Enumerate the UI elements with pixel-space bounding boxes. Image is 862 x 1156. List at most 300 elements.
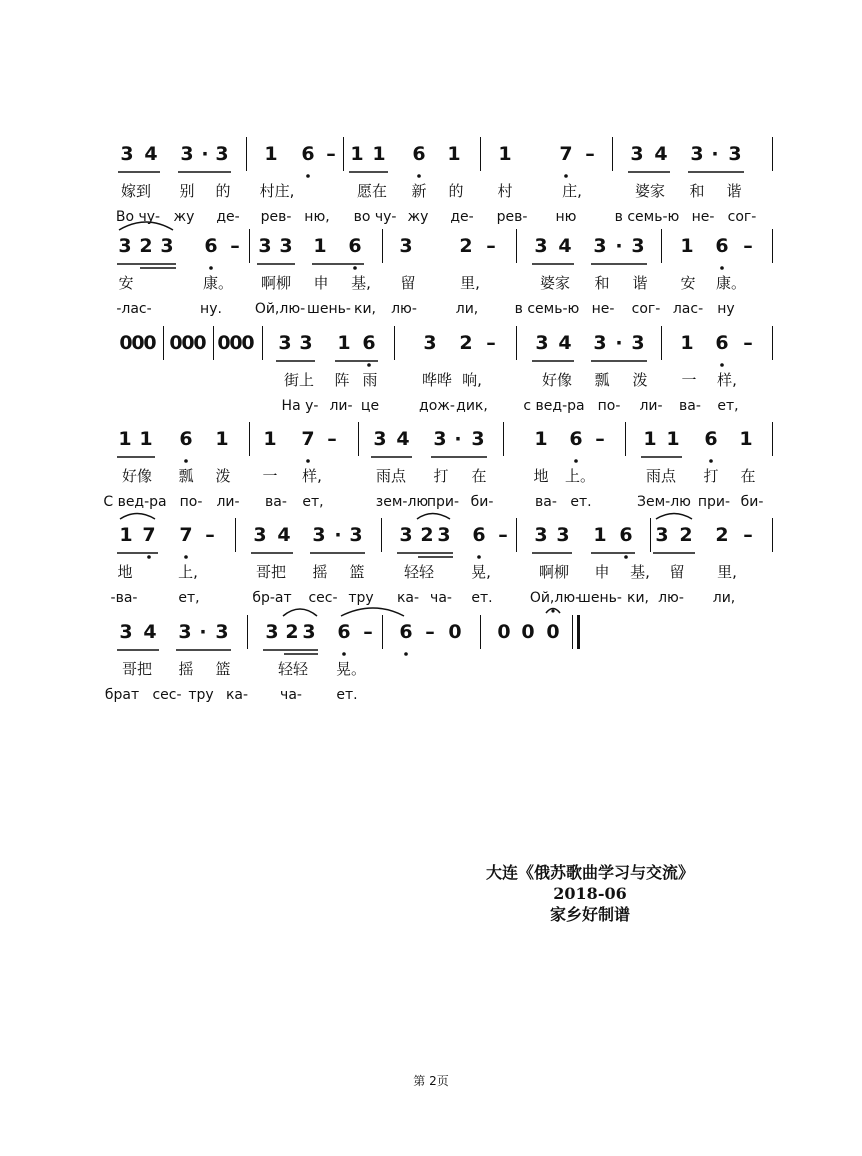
note: 2: [459, 332, 473, 354]
dash: –: [585, 143, 595, 165]
note: 4: [558, 332, 572, 354]
lyric: сог-: [631, 301, 661, 317]
lyric: 雨: [362, 371, 378, 389]
lyric: ну: [717, 301, 735, 317]
note: 3: [534, 235, 548, 257]
note: 6: [204, 235, 218, 257]
lyric: бр-ат: [252, 590, 292, 606]
lyric: де-: [216, 209, 240, 225]
barline: [772, 422, 773, 456]
dash: –: [363, 621, 373, 643]
low-octave-dot: [417, 174, 421, 178]
note: 1: [739, 428, 753, 450]
lyric: Ой,лю-: [254, 301, 306, 317]
notes-row: [0, 330, 862, 360]
note: 3: [302, 621, 316, 643]
lyric: лас-: [672, 301, 704, 317]
note: 4: [396, 428, 410, 450]
lyric: 地: [533, 467, 549, 485]
rest: 0: [181, 332, 195, 354]
lyric: при-: [697, 494, 731, 510]
note: 6: [399, 621, 413, 643]
note: 6: [569, 428, 583, 450]
lyric: сес-: [152, 687, 182, 703]
lyric: жу: [173, 209, 195, 225]
lyric: 留: [669, 563, 685, 581]
note: 1: [666, 428, 680, 450]
rest: 0: [143, 332, 157, 354]
dash: –: [327, 428, 337, 450]
notes-row: [0, 522, 862, 552]
note: 6: [337, 621, 351, 643]
lyric: 摇: [312, 563, 328, 581]
note: 3: [433, 428, 447, 450]
lyric: 地: [117, 563, 133, 581]
lyric: ню: [555, 209, 577, 225]
lyric: 哥把: [255, 563, 286, 581]
note: 4: [654, 143, 668, 165]
note: 3: [556, 524, 570, 546]
low-octave-dot: [342, 652, 346, 656]
lyric: 摇: [178, 660, 194, 678]
lyric: ка-: [396, 590, 420, 606]
lyric: ли-: [329, 398, 353, 414]
dash: –: [205, 524, 215, 546]
credit-date: 2018-06: [553, 884, 627, 903]
lyric: 哥把: [121, 660, 152, 678]
rest: 0: [217, 332, 231, 354]
note: 3: [630, 143, 644, 165]
note: 3: [690, 143, 704, 165]
note: 7: [142, 524, 156, 546]
lyric: 街上: [283, 371, 314, 389]
note: 4: [143, 621, 157, 643]
note: 3: [399, 235, 413, 257]
note: 3: [437, 524, 451, 546]
note: 3: [593, 332, 607, 354]
rest: 0: [169, 332, 183, 354]
note: 1: [372, 143, 386, 165]
note: 3: [253, 524, 267, 546]
note: 1: [680, 332, 694, 354]
low-octave-dot: [404, 652, 408, 656]
page-number: 第 2页: [413, 1074, 449, 1088]
barline: [213, 326, 214, 360]
note: 3: [119, 621, 133, 643]
note: 1: [534, 428, 548, 450]
note: 4: [558, 235, 572, 257]
note: 3: [631, 235, 645, 257]
barline: [503, 422, 504, 456]
lyric: 打: [433, 467, 449, 485]
dot-mark: ·: [334, 524, 342, 546]
note: 1: [263, 428, 277, 450]
note: 7: [301, 428, 315, 450]
lyric: 一: [681, 371, 697, 389]
lyric: во чу-: [353, 209, 397, 225]
credit-author: 家乡好制谱: [549, 905, 630, 924]
lyric: ну.: [200, 301, 222, 317]
dot-mark: ·: [615, 235, 623, 257]
lyric: жу: [407, 209, 429, 225]
note: 3: [180, 143, 194, 165]
lyric: 庄,: [562, 182, 582, 200]
barline: [262, 326, 263, 360]
lyric: ет.: [471, 590, 493, 606]
lyric: би-: [740, 494, 764, 510]
lyric: 在: [740, 467, 756, 485]
lyric: не-: [591, 301, 615, 317]
note: 3: [215, 143, 229, 165]
note: 3: [160, 235, 174, 257]
lyric: 轻轻: [277, 660, 308, 678]
lyric: де-: [450, 209, 474, 225]
lyric: Ой,лю-: [529, 590, 581, 606]
barline: [625, 422, 626, 456]
lyric: шень-: [578, 590, 622, 606]
lyric: Зем-лю: [637, 494, 691, 510]
note: 3: [118, 235, 132, 257]
lyric: 响,: [462, 371, 482, 389]
lyric: 啊柳: [538, 563, 569, 581]
note: 2: [285, 621, 299, 643]
barline: [661, 326, 662, 360]
note: 6: [348, 235, 362, 257]
lyric: 在: [471, 467, 487, 485]
low-octave-dot: [574, 459, 578, 463]
lyric: дик,: [456, 398, 488, 414]
lyric: 晃,: [471, 563, 491, 581]
note: 3: [215, 621, 229, 643]
notes-row: [0, 426, 862, 456]
note: 3: [265, 621, 279, 643]
lyric: 篮: [215, 660, 231, 678]
lyric: по-: [179, 494, 203, 510]
lyric: ва-: [679, 398, 701, 414]
lyric: це: [360, 398, 380, 414]
dash: –: [498, 524, 508, 546]
note: 1: [119, 524, 133, 546]
note: 6: [715, 235, 729, 257]
lyric: по-: [597, 398, 621, 414]
lyric: ню,: [304, 209, 330, 225]
lyric: ки,: [626, 590, 649, 606]
lyric: дож-: [419, 398, 455, 414]
note: 4: [277, 524, 291, 546]
barline: [516, 326, 517, 360]
lyric: 瓢: [594, 371, 610, 389]
note: 1: [118, 428, 132, 450]
note: 6: [301, 143, 315, 165]
note: 3: [728, 143, 742, 165]
barline: [572, 615, 573, 649]
note: 3: [471, 428, 485, 450]
barline: [235, 518, 236, 552]
note: 1: [264, 143, 278, 165]
note: 3: [278, 332, 292, 354]
note: 6: [179, 428, 193, 450]
lyric: 样,: [717, 371, 737, 389]
low-octave-dot: [709, 459, 713, 463]
lyric: ва-: [535, 494, 557, 510]
lyric: в семь-ю: [514, 301, 580, 317]
note: 6: [715, 332, 729, 354]
low-octave-dot: [184, 459, 188, 463]
lyric: 篮: [349, 563, 365, 581]
note: 2: [679, 524, 693, 546]
note: 2: [459, 235, 473, 257]
lyric: 谐: [632, 274, 648, 292]
barline: [772, 326, 773, 360]
lyric: -ва-: [110, 590, 138, 606]
lyric: 申: [313, 274, 329, 292]
lyric: С вед-ра: [103, 494, 167, 510]
dash: –: [595, 428, 605, 450]
lyric: 康。: [715, 274, 746, 292]
note: 1: [593, 524, 607, 546]
barline: [772, 518, 773, 552]
note: 7: [179, 524, 193, 546]
lyric: 新: [411, 182, 427, 200]
lyric: 好像: [121, 467, 152, 485]
lyric: 的: [215, 182, 231, 200]
lyric: 安: [118, 274, 134, 292]
low-octave-dot: [564, 174, 568, 178]
lyric: 别: [179, 182, 195, 200]
barline: [394, 326, 395, 360]
barline: [772, 137, 773, 171]
lyric: 样,: [302, 467, 322, 485]
note: 1: [680, 235, 694, 257]
lyric: ет.: [336, 687, 358, 703]
note: 3: [631, 332, 645, 354]
rest: 0: [448, 621, 462, 643]
note: 2: [420, 524, 434, 546]
lyric: 打: [703, 467, 719, 485]
lyric: 基,: [630, 563, 650, 581]
low-octave-dot: [720, 363, 724, 367]
lyric: би-: [470, 494, 494, 510]
dash: –: [425, 621, 435, 643]
barline: [343, 137, 344, 171]
lyric: 村庄,: [259, 182, 295, 200]
lyric: 雨点: [645, 467, 676, 485]
note: 3: [593, 235, 607, 257]
dash: –: [486, 332, 496, 354]
low-octave-dot: [147, 555, 151, 559]
note: 3: [312, 524, 326, 546]
lyric: 雨点: [375, 467, 406, 485]
dash: –: [743, 235, 753, 257]
lyric: ли,: [712, 590, 736, 606]
lyric: ли-: [639, 398, 663, 414]
lyric: сог-: [727, 209, 757, 225]
lyric: 好像: [541, 371, 572, 389]
lyric: 轻轻: [403, 563, 434, 581]
lyric: 安: [680, 274, 696, 292]
lyrics-russian: [0, 685, 862, 715]
lyric: 上,: [178, 563, 198, 581]
barline: [163, 326, 164, 360]
barline: [381, 518, 382, 552]
lyric: Во чу-: [115, 209, 161, 225]
barline: [247, 615, 248, 649]
lyric: в семь-ю: [614, 209, 680, 225]
lyric: 啊柳: [260, 274, 291, 292]
low-octave-dot: [353, 266, 357, 270]
low-octave-dot: [624, 555, 628, 559]
note: 6: [362, 332, 376, 354]
rest: 0: [497, 621, 511, 643]
rest: 0: [241, 332, 255, 354]
lyric: рев-: [260, 209, 292, 225]
rest: 0: [546, 621, 560, 643]
note: 1: [215, 428, 229, 450]
barline: [249, 229, 250, 263]
lyric: 一: [262, 467, 278, 485]
rest: 0: [521, 621, 535, 643]
low-octave-dot: [720, 266, 724, 270]
credit-title: 大连《俄苏歌曲学习与交流》: [485, 863, 694, 882]
lyrics-russian: [0, 396, 862, 426]
note: 2: [715, 524, 729, 546]
dash: –: [743, 332, 753, 354]
note: 3: [279, 235, 293, 257]
low-octave-dot: [306, 174, 310, 178]
notes-row: [0, 619, 862, 649]
final-barline: [577, 615, 580, 649]
lyric: ча-: [430, 590, 452, 606]
note: 3: [535, 332, 549, 354]
lyric: ет,: [717, 398, 739, 414]
lyric: 和: [689, 182, 705, 200]
note: 1: [350, 143, 364, 165]
note: 7: [559, 143, 573, 165]
rest: 0: [131, 332, 145, 354]
lyric: зем-лю: [375, 494, 429, 510]
lyric: 哗哗: [421, 371, 452, 389]
note: 1: [643, 428, 657, 450]
rest: 0: [119, 332, 133, 354]
lyric: ка-: [225, 687, 249, 703]
lyric: ли-: [216, 494, 240, 510]
note: 3: [349, 524, 363, 546]
dash: –: [326, 143, 336, 165]
low-octave-dot: [367, 363, 371, 367]
lyric: шень-: [307, 301, 351, 317]
barline: [661, 229, 662, 263]
lyric: тру: [188, 687, 214, 703]
barline: [612, 137, 613, 171]
lyric: 泼: [632, 371, 648, 389]
note: 2: [139, 235, 153, 257]
barline: [249, 422, 250, 456]
lyric: 嫁到: [120, 182, 151, 200]
lyric: 瓢: [178, 467, 194, 485]
notes-row: [0, 233, 862, 263]
barline: [480, 615, 481, 649]
lyric: 村: [497, 182, 513, 200]
lyric: брат: [104, 687, 140, 703]
barline: [480, 137, 481, 171]
barline: [516, 518, 517, 552]
note: 6: [619, 524, 633, 546]
lyric: 阵: [334, 371, 350, 389]
rest: 0: [229, 332, 243, 354]
lyric: 和: [594, 274, 610, 292]
lyric: не-: [691, 209, 715, 225]
low-octave-dot: [477, 555, 481, 559]
rest: 0: [193, 332, 207, 354]
lyric: 康。: [202, 274, 233, 292]
notes-row: [0, 141, 862, 171]
lyric: 婆家: [539, 274, 570, 292]
low-octave-dot: [306, 459, 310, 463]
dash: –: [743, 524, 753, 546]
lyric: 基,: [351, 274, 371, 292]
dot-mark: ·: [201, 143, 209, 165]
lyric: 愿在: [356, 182, 387, 200]
note: 1: [139, 428, 153, 450]
note: 6: [704, 428, 718, 450]
lyric: 婆家: [634, 182, 665, 200]
lyric: сес-: [308, 590, 338, 606]
lyric: 里,: [460, 274, 480, 292]
barline: [650, 518, 651, 552]
note: 6: [472, 524, 486, 546]
lyric: тру: [348, 590, 374, 606]
lyric: На у-: [281, 398, 319, 414]
note: 4: [144, 143, 158, 165]
lyric: лю-: [391, 301, 417, 317]
note: 3: [399, 524, 413, 546]
note: 3: [120, 143, 134, 165]
low-octave-dot: [209, 266, 213, 270]
barline: [516, 229, 517, 263]
dot-mark: ·: [711, 143, 719, 165]
barline: [382, 615, 383, 649]
note: 6: [412, 143, 426, 165]
barline: [246, 137, 247, 171]
note: 1: [337, 332, 351, 354]
lyric: 申: [594, 563, 610, 581]
note: 3: [534, 524, 548, 546]
barline: [772, 229, 773, 263]
note: 3: [655, 524, 669, 546]
lyrics-russian: [0, 299, 862, 329]
lyric: ет,: [178, 590, 200, 606]
lyric: ет,: [302, 494, 324, 510]
barline: [358, 422, 359, 456]
note: 3: [178, 621, 192, 643]
dot-mark: ·: [615, 332, 623, 354]
dot-mark: ·: [199, 621, 207, 643]
lyrics-russian: [0, 588, 862, 618]
lyric: 留: [400, 274, 416, 292]
lyric: ли,: [455, 301, 479, 317]
lyric: при-: [426, 494, 460, 510]
lyric: 谐: [726, 182, 742, 200]
lyric: 泼: [215, 467, 231, 485]
dash: –: [230, 235, 240, 257]
lyric: 上。: [564, 467, 595, 485]
note: 1: [498, 143, 512, 165]
lyric: ет.: [570, 494, 592, 510]
lyric: лю-: [658, 590, 684, 606]
lyric: ки,: [353, 301, 376, 317]
lyric: ча-: [280, 687, 302, 703]
note: 3: [423, 332, 437, 354]
